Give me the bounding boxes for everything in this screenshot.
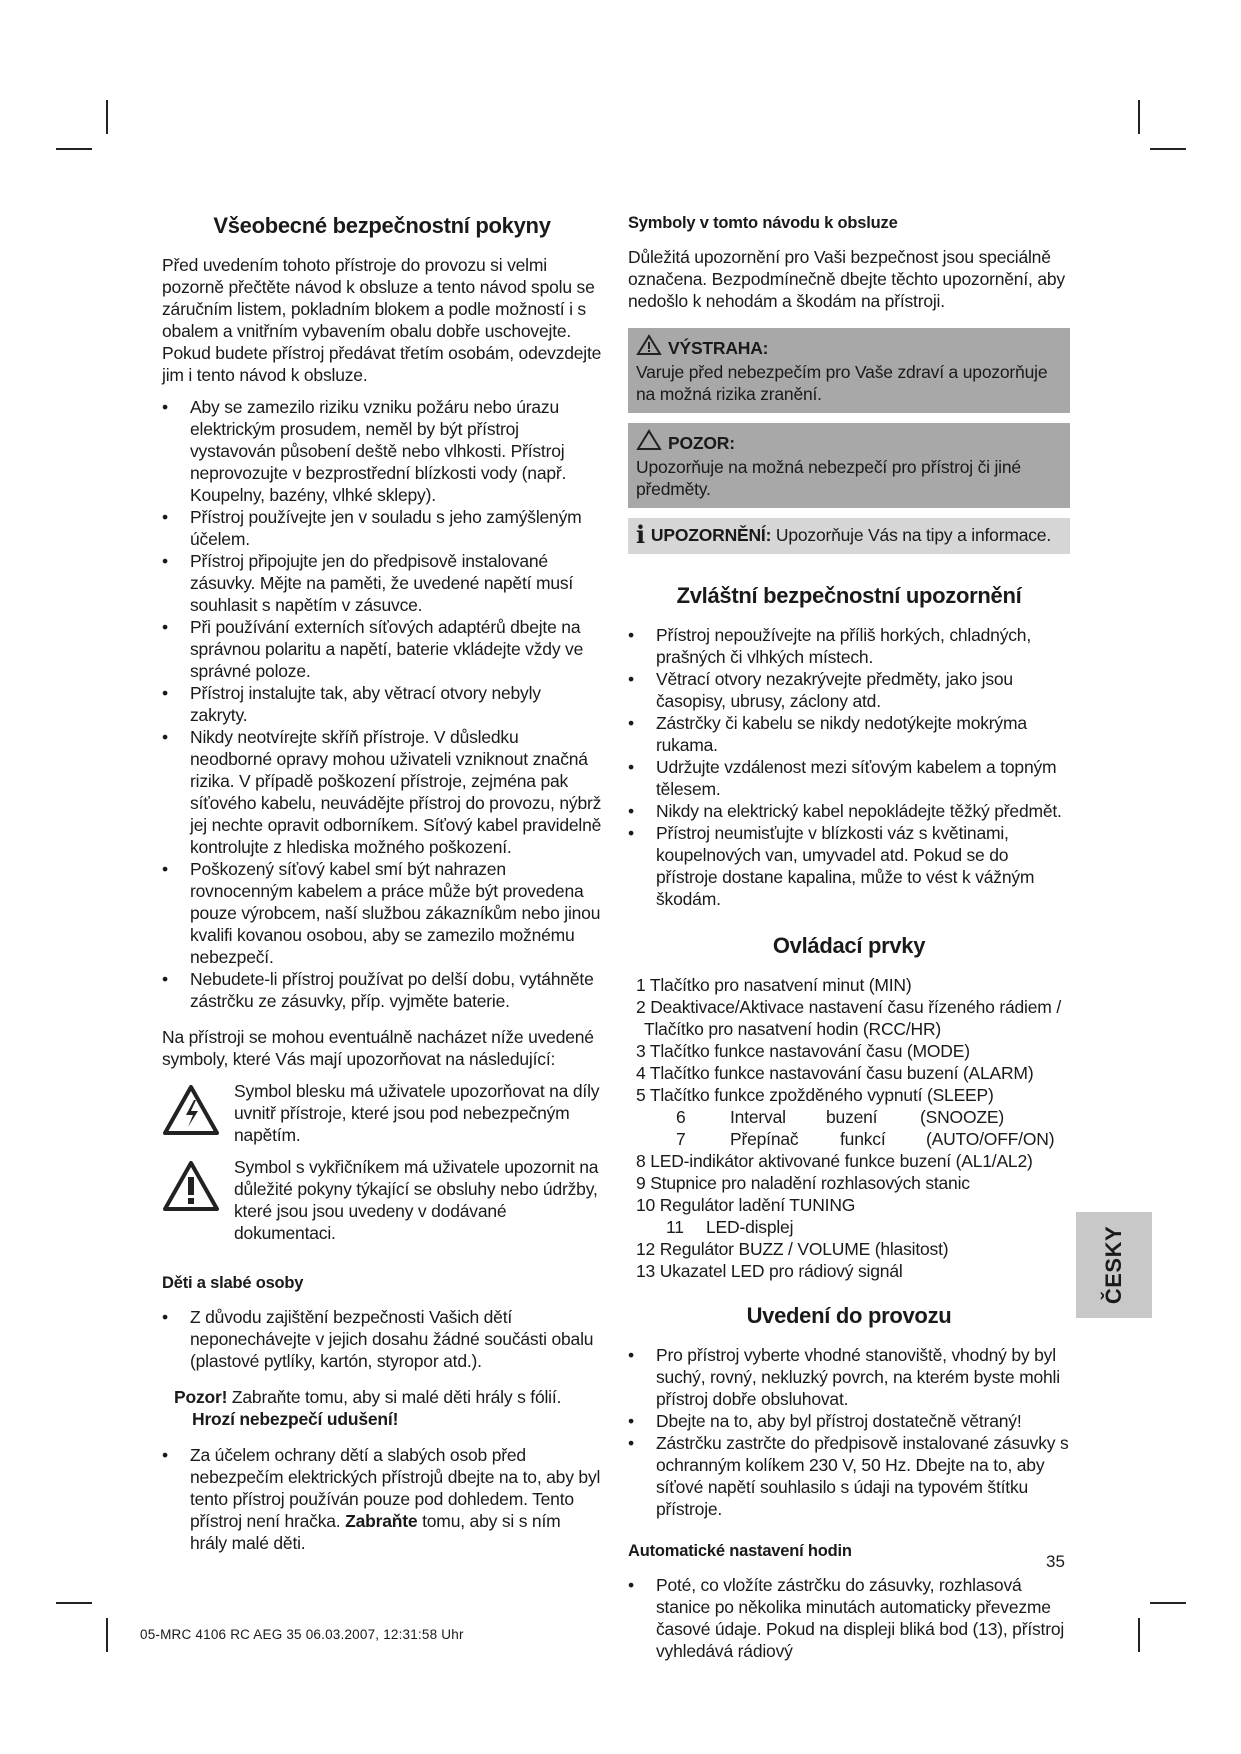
print-footer: 05-MRC 4106 RC AEG 35 06.03.2007, 12:31:58 Uhr (140, 1627, 464, 1642)
list-item: 8 LED-indikátor aktivované funkce buzení (AL1/AL2) (636, 1151, 1033, 1171)
children-bullet-2-strong: Zabraňte (345, 1511, 418, 1531)
warning-text: Varuje před nebezpečím pro Vaše zdraví a upozorňuje na možná rizika zranění. (636, 362, 1048, 404)
caution-text: Zabraňte tomu, aby si malé děti hrály s fólií. (227, 1387, 562, 1407)
exclamation-warning-icon (162, 1160, 220, 1217)
children-list (162, 1306, 602, 1372)
crop-mark (106, 1618, 108, 1652)
startup-list (628, 1344, 1070, 1520)
crop-mark (1138, 100, 1140, 134)
symbol-exclamation-row (162, 1156, 602, 1244)
list-item: 6 Interval buzení (SNOOZE) (676, 1107, 1004, 1127)
lightning-warning-icon (162, 1084, 220, 1141)
symbols-intro: Na přístroji se mohou eventuálně nacházet níže uvedené symboly, které Vás mají upozorňovat na následující: (162, 1027, 594, 1069)
warning-head: VÝSTRAHA: (668, 337, 769, 358)
list-item: 11 LED-displej (666, 1217, 794, 1237)
crop-mark (1150, 148, 1186, 150)
list-item: 3 Tlačítko funkce nastavování času (MODE) (636, 1041, 970, 1061)
caution-box (628, 423, 1070, 508)
list-item: • Přístroj nepoužívejte na příliš horkých, chladných, prašných či vlhkých místech. (628, 624, 1070, 668)
list-item: 9 Stupnice pro naladění rozhlasových stanic (636, 1173, 970, 1193)
list-item: • Větrací otvory nezakrývejte předměty, jako jsou časopisy, ubrusy, záclony atd. (628, 668, 1070, 712)
caution-note (174, 1386, 602, 1430)
symbol-lightning-text: Symbol blesku má uživatele upozorňovat na díly uvnitř přístroje, které jsou pod nebezpečným napětím. (234, 1081, 600, 1145)
symbols-intro-right: Důležitá upozornění pro Vaši bezpečnost jsou speciálně označena. Bezpodmínečně dbejte těchto upozornění, aby nedošlo k nehodám a škodám na přístroji. (628, 247, 1065, 311)
special-list (628, 624, 1070, 910)
list-item: 10 Regulátor ladění TUNING (636, 1195, 856, 1215)
special-title: Zvláštní bezpečnostní upozornění (676, 583, 1022, 608)
list-item (162, 1444, 602, 1554)
list-item: • Zástrčku zastrčte do předpisově instalované zásuvky s ochranným kolíkem 230 V, 50 Hz. Dbejte na to, aby síťové napětí souhlasilo s údaji na typovém štítku přístroje. (628, 1432, 1070, 1520)
warning-box (628, 328, 1070, 413)
list-item: • Nikdy na elektrický kabel nepokládejte těžký předmět. (628, 800, 1070, 822)
startup-title: Uvedení do provozu (746, 1303, 952, 1328)
list-item: • Poté, co vložíte zástrčku do zásuvky, rozhlasová stanice po několika minutách automaticky převezme časové údaje. Pokud na displeji bliká bod (13), přístroj vyhledává rádiový (628, 1574, 1070, 1662)
safety-title: Všeobecné bezpečnostní pokyny (213, 213, 551, 238)
caution-box-text: Upozorňuje na možná nebezpečí pro přístroj či jiné předměty. (636, 457, 1021, 499)
list-item: Tlačítko pro nasatvení hodin (RCC/HR) (644, 1019, 942, 1039)
list-item: 4 Tlačítko funkce nastavování času buzení (ALARM) (636, 1063, 1034, 1083)
list-item: 1 Tlačítko pro nasatvení minut (MIN) (636, 975, 912, 995)
info-icon: i (636, 520, 645, 549)
list-item: • Přístroj připojujte jen do předpisově instalované zásuvky. Mějte na paměti, že uvedené napětí musí souhlasit s napětím v zásuvce. (162, 550, 602, 616)
caution-label: Pozor! (174, 1387, 228, 1407)
crop-mark (1138, 1618, 1140, 1652)
right-column (628, 212, 1070, 1662)
list-item: • Při používání externích síťových adaptérů dbejte na správnou polaritu a napětí, baterie vkládejte vždy ve správné poloze. (162, 616, 602, 682)
children-bullet-2-text: Za účelem ochrany dětí a slabých osob před nebezpečím elektrických přístrojů dbejte na to, aby byl tento přístroj používán pouze pod dohledem. Tento přístroj není hračka. (190, 1445, 601, 1531)
caution-triangle-icon (636, 429, 662, 456)
children-list-2 (162, 1444, 602, 1554)
list-item: 12 Regulátor BUZZ / VOLUME (hlasitost) (636, 1239, 949, 1259)
list-item: • Poškozený síťový kabel smí být nahrazen rovnocenným kabelem a práce může být provedena pouze výrobcem, naší službou zákazníkům nebo jinou kvalifi kovanou osobou, aby se zamezilo možnému nebezpečí. (162, 858, 602, 968)
notice-head: UPOZORNĚNÍ: (650, 525, 772, 545)
list-item: • Udržujte vzdálenost mezi síťovým kabelem a topným tělesem. (628, 756, 1070, 800)
list-item: • Dbejte na to, aby byl přístroj dostatečně větraný! (628, 1410, 1070, 1432)
list-item: 13 Ukazatel LED pro rádiový signál (636, 1261, 903, 1281)
caution-strong: Hrozí nebezpečí udušení! (192, 1409, 399, 1429)
controls-title: Ovládací prvky (772, 933, 926, 958)
crop-mark (56, 1602, 92, 1604)
crop-mark (56, 148, 92, 150)
language-tab (1076, 1212, 1152, 1318)
language-tab-label: ČESKY (1101, 1225, 1126, 1305)
list-item: • Přístroj neumisťujte v blízkosti váz s květinami, koupelnových van, umyvadel atd. Pokud se do přístroje dostane kapalina, může to vést k vážným škodám. (628, 822, 1070, 910)
list-item: • Aby se zamezilo riziku vzniku požáru nebo úrazu elektrickým prosudem, neměl by být přístroj vystavován působení deště nebo vlhkosti. Přístroj neprovozujte v bezprostřední blízkosti vody (např. Koupelny, bazény, vlhké sklepy). (162, 396, 602, 506)
crop-mark (1150, 1602, 1186, 1604)
notice-text: Upozorňuje Vás na tipy a informace. (771, 525, 1051, 545)
list-item: 2 Deaktivace/Aktivace nastavení času řízeného rádiem / (636, 997, 1061, 1017)
left-column (162, 212, 602, 1554)
safety-list (162, 396, 602, 1012)
page-number: 35 (1046, 1552, 1065, 1571)
list-item: • Nebudete-li přístroj používat po delší dobu, vytáhněte zástrčku ze zásuvky, příp. vyjměte baterie. (162, 968, 602, 1012)
list-item: • Z důvodu zajištění bezpečnosti Vašich dětí neponechávejte v jejich dosahu žádné součásti obalu (plastové pytlíky, kartón, styropor atd.). (162, 1306, 602, 1372)
list-item: • Nikdy neotvírejte skříň přístroje. V důsledku neodborné opravy mohou uživateli vzniknout značná rizika. V případě poškození přístroje, zejména pak síťového kabelu, neuvádějte přístroj do provozu, nýbrž jej nechte opravit odborníkem. Síťový kabel pravidelně kontrolujte z hlediska možného poškození. (162, 726, 602, 858)
warning-triangle-icon (636, 334, 662, 361)
auto-clock-title: Automatické nastavení hodin (628, 1542, 852, 1560)
children-title: Děti a slabé osoby (162, 1274, 304, 1292)
notice-box (628, 518, 1070, 554)
children-bullet-2-end: tomu, aby si s ním hrály malé děti. (190, 1511, 561, 1553)
symbol-lightning-row (162, 1080, 602, 1146)
list-item: 5 Tlačítko funkce zpožděného vypnutí (SLEEP) (636, 1085, 994, 1105)
auto-clock-list (628, 1574, 1070, 1662)
controls-list (628, 974, 1070, 1282)
crop-mark (106, 100, 108, 134)
list-item: • Pro přístroj vyberte vhodné stanoviště, vhodný by byl suchý, rovný, nekluzký povrch, na kterém byste mohli přístroj dobře obsluhovat. (628, 1344, 1070, 1410)
safety-intro: Před uvedením tohoto přístroje do provozu si velmi pozorně přečtěte návod k obsluze a tento návod spolu se záručním listem, pokladním blokem a podle možností i s obalem a vnitřním vybavením obalu dobře uschovejte. Pokud budete přístroj předávat třetím osobám, odevzdejte jim i tento návod k obsluze. (162, 255, 602, 385)
caution-head: POZOR: (668, 432, 735, 453)
list-item: • Přístroj instalujte tak, aby větrací otvory nebyly zakryty. (162, 682, 602, 726)
list-item: • Přístroj používejte jen v souladu s jeho zamýšleným účelem. (162, 506, 602, 550)
list-item: 7 Přepínač funkcí (AUTO/OFF/ON) (676, 1129, 1055, 1149)
symbol-exclamation-text: Symbol s vykřičníkem má uživatele upozornit na důležité pokyny týkající se obsluhy nebo údržby, které jsou jsou uvedeny v dodávané dokumentaci. (234, 1157, 599, 1243)
symbols-title: Symboly v tomto návodu k obsluze (628, 214, 898, 232)
list-item: • Zástrčky či kabelu se nikdy nedotýkejte mokrýma rukama. (628, 712, 1070, 756)
